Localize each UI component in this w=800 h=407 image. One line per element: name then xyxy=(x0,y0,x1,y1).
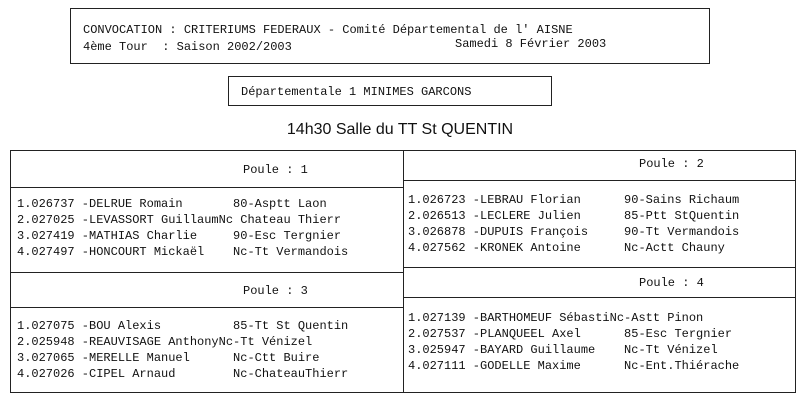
pool-title: Poule : 4 xyxy=(639,276,704,290)
table-row: 2.025948 -REAUVISAGE AnthonyNc-Tt Vénizel xyxy=(17,335,313,349)
category-label: Départementale 1 MINIMES GARCONS xyxy=(241,85,472,99)
pool-title-divider xyxy=(404,297,795,298)
grid-divider-vertical xyxy=(403,151,404,392)
table-row: 4.027026 -CIPEL Arnaud Nc-ChateauThierr xyxy=(17,367,349,381)
header-date: Samedi 8 Février 2003 xyxy=(455,37,607,51)
table-row: 2.027025 -LEVASSORT GuillaumNc Chateau Thierr xyxy=(17,213,342,227)
pool-rows xyxy=(408,193,739,257)
grid-divider-left xyxy=(11,272,403,273)
pool-rows xyxy=(17,319,348,383)
pool-rows xyxy=(17,197,348,261)
pool-title-divider xyxy=(11,307,403,308)
table-row: 4.027497 -HONCOURT Mickaël Nc-Tt Vermandois xyxy=(17,245,349,259)
convocation-header xyxy=(70,8,710,64)
pool-title-divider xyxy=(11,187,403,188)
table-row: 4.027111 -GODELLE Maxime Nc-Ent.Thiérache xyxy=(408,359,740,373)
table-row: 1.026723 -LEBRAU Florian 90-Sains Richaum xyxy=(408,193,740,207)
table-row: 3.025947 -BAYARD Guillaume Nc-Tt Vénizel xyxy=(408,343,718,357)
pool-title-divider xyxy=(404,180,795,181)
header-title: CONVOCATION : CRITERIUMS FEDERAUX - Comité Départemental de l' AISNE xyxy=(83,23,573,37)
pool-title: Poule : 2 xyxy=(639,157,704,171)
pools-grid xyxy=(10,150,796,393)
pool-title: Poule : 3 xyxy=(243,284,308,298)
table-row: 1.026737 -DELRUE Romain 80-Asptt Laon xyxy=(17,197,327,211)
venue-title: 14h30 Salle du TT St QUENTIN xyxy=(286,121,514,138)
table-row: 3.026878 -DUPUIS François 90-Tt Vermandois xyxy=(408,225,740,239)
header-round: 4ème Tour : Saison 2002/2003 xyxy=(83,40,292,54)
table-row: 3.027419 -MATHIAS Charlie 90-Esc Tergnier xyxy=(17,229,342,243)
table-row: 1.027075 -BOU Alexis 85-Tt St Quentin xyxy=(17,319,349,333)
category-box xyxy=(228,76,552,106)
pool-title: Poule : 1 xyxy=(243,163,308,177)
pool-rows xyxy=(408,311,739,375)
table-row: 4.027562 -KRONEK Antoine Nc-Actt Chauny xyxy=(408,241,725,255)
table-row: 3.027065 -MERELLE Manuel Nc-Ctt Buire xyxy=(17,351,320,365)
grid-divider-right xyxy=(404,267,795,268)
table-row: 2.026513 -LECLERE Julien 85-Ptt StQuentin xyxy=(408,209,740,223)
table-row: 1.027139 -BARTHOMEUF SébastiNc-Astt Pinon xyxy=(408,311,704,325)
table-row: 2.027537 -PLANQUEEL Axel 85-Esc Tergnier xyxy=(408,327,733,341)
